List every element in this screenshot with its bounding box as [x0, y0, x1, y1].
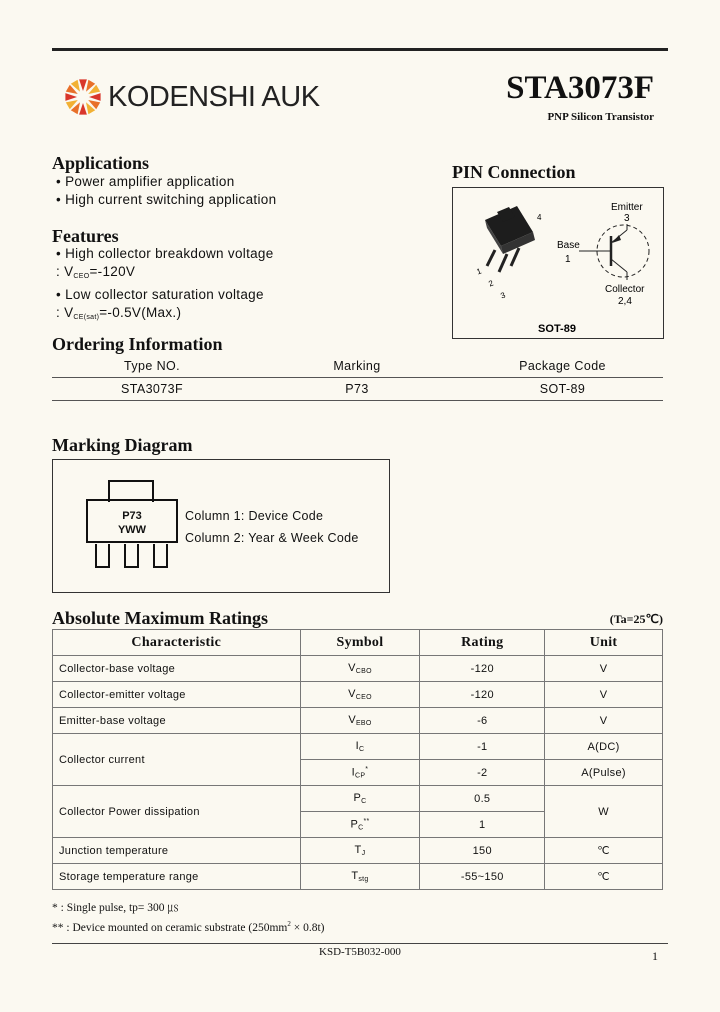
list-item: • High collector breakdown voltage — [56, 246, 274, 261]
unit-cell: ℃ — [545, 864, 663, 890]
logo-ray — [65, 93, 77, 101]
rating-cell: -1 — [420, 734, 545, 760]
unit-cell: V — [545, 682, 663, 708]
characteristic-cell: Storage temperature range — [53, 864, 301, 890]
characteristic-cell: Collector-emitter voltage — [53, 682, 301, 708]
table-header-row — [53, 630, 663, 656]
features-list — [56, 245, 274, 327]
collector-label: Collector — [605, 284, 645, 295]
rating-cell: 0.5 — [420, 786, 545, 812]
document-code: KSD-T5B032-000 — [319, 946, 401, 958]
ratings-title: Absolute Maximum Ratings — [52, 608, 269, 628]
table-row — [53, 838, 663, 864]
package-leg — [124, 544, 139, 568]
rating-cell: 1 — [420, 812, 545, 838]
unit-cell: V — [545, 708, 663, 734]
company-name: KODENSHI AUK — [108, 80, 320, 113]
footnote-2: ** : Device mounted on ceramic substrate $(250mm^2 \times 0.8t)$ — [52, 920, 325, 934]
symbol-cell: $P_C^{**}$ — [300, 812, 420, 838]
symbol-cell: $V_{EBO}$ — [300, 708, 420, 734]
top-rule — [52, 48, 668, 51]
marking-diagram-title: Marking Diagram — [52, 435, 193, 455]
marking-line-1: P73 — [122, 510, 142, 522]
unit-cell: A(Pulse) — [545, 760, 663, 786]
unit-cell: W — [545, 786, 663, 838]
list-item: • High current switching application — [56, 192, 277, 207]
column-header: Type NO. — [52, 355, 252, 378]
pin-label: 1 — [475, 266, 483, 277]
pin-label: 2 — [487, 278, 495, 289]
list-item: : $V_{CEO}=-120V$ — [56, 264, 136, 280]
column-header: Package Code — [462, 355, 663, 378]
part-subtitle: PNP Silicon Transistor — [547, 111, 654, 123]
table-cell: P73 — [252, 378, 462, 401]
rating-cell: -2 — [420, 760, 545, 786]
table-row — [53, 708, 663, 734]
features-title: Features — [52, 226, 119, 246]
symbol-cell: $T_{stg}$ — [300, 864, 420, 890]
package-body — [86, 499, 178, 543]
table-row — [53, 656, 663, 682]
column-2-description: Column 2: Year & Week Code — [185, 531, 359, 545]
pin-connection-box — [452, 187, 664, 339]
symbol-cell: $P_C$ — [300, 786, 420, 812]
list-item: : $V_{CE(sat)}=-0.5V(Max.)$ — [56, 305, 182, 321]
marking-diagram-box — [52, 459, 390, 593]
characteristic-cell: Junction temperature — [53, 838, 301, 864]
ordering-title: Ordering Information — [52, 334, 223, 354]
table-row — [53, 864, 663, 890]
emitter-pin: 3 — [624, 213, 630, 224]
logo-ray — [89, 93, 101, 101]
rating-cell: -55~150 — [420, 864, 545, 890]
table-row — [53, 734, 663, 760]
sot89-package-diagram — [453, 188, 663, 338]
pin-connection-title: PIN Connection — [452, 162, 576, 182]
logo-ray — [79, 79, 87, 91]
table-row — [52, 378, 663, 401]
characteristic-cell: Emitter-base voltage — [53, 708, 301, 734]
column-header: Characteristic — [53, 630, 301, 656]
footnote-1: * : Single pulse, tp= 300 ㎲ — [52, 902, 179, 914]
symbol-cell: $V_{CBO}$ — [300, 656, 420, 682]
table-cell: STA3073F — [52, 378, 252, 401]
package-leg — [153, 544, 168, 568]
marking-legend — [185, 505, 359, 549]
footer-rule — [52, 943, 668, 944]
applications-list — [56, 173, 276, 209]
tab-pin-label: 4 — [537, 213, 542, 222]
package-label: SOT-89 — [538, 323, 576, 335]
ordering-table — [52, 355, 663, 401]
ratings-condition: (Ta=25℃) — [609, 612, 663, 626]
ratings-table — [52, 629, 663, 890]
part-number: STA3073F — [506, 70, 654, 106]
list-item: • Power amplifier application — [56, 174, 235, 189]
rating-cell: -6 — [420, 708, 545, 734]
table-header-row — [52, 355, 663, 378]
unit-cell: ℃ — [545, 838, 663, 864]
symbol-cell: $I_{CP}^*$ — [300, 760, 420, 786]
unit-cell: V — [545, 656, 663, 682]
company-logo — [64, 78, 320, 116]
column-header: Symbol — [300, 630, 420, 656]
rating-cell: -120 — [420, 682, 545, 708]
characteristic-cell: Collector-base voltage — [53, 656, 301, 682]
table-row — [53, 786, 663, 812]
rating-cell: 150 — [420, 838, 545, 864]
column-1-description: Column 1: Device Code — [185, 509, 324, 523]
base-label: Base — [557, 240, 580, 251]
rating-cell: -120 — [420, 656, 545, 682]
symbol-cell: $I_C$ — [300, 734, 420, 760]
characteristic-cell: Collector current — [53, 734, 301, 786]
emitter-label: Emitter — [611, 202, 643, 213]
symbol-cell: $T_J$ — [300, 838, 420, 864]
sunburst-logo-icon — [64, 78, 102, 116]
unit-cell: A(DC) — [545, 734, 663, 760]
marking-line-2: YWW — [117, 524, 147, 536]
base-pin: 1 — [565, 254, 571, 265]
package-leg — [95, 544, 110, 568]
applications-title: Applications — [52, 153, 150, 173]
column-header: Marking — [252, 355, 462, 378]
column-header: Rating — [420, 630, 545, 656]
table-cell: SOT-89 — [462, 378, 663, 401]
collector-pin: 2,4 — [618, 296, 632, 307]
list-item: • Low collector saturation voltage — [56, 287, 264, 302]
symbol-cell: $V_{CEO}$ — [300, 682, 420, 708]
column-header: Unit — [545, 630, 663, 656]
characteristic-cell: Collector Power dissipation — [53, 786, 301, 838]
page-number: 1 — [652, 949, 658, 963]
logo-ray — [79, 103, 87, 115]
pin-label: 3 — [499, 290, 507, 301]
table-row — [53, 682, 663, 708]
